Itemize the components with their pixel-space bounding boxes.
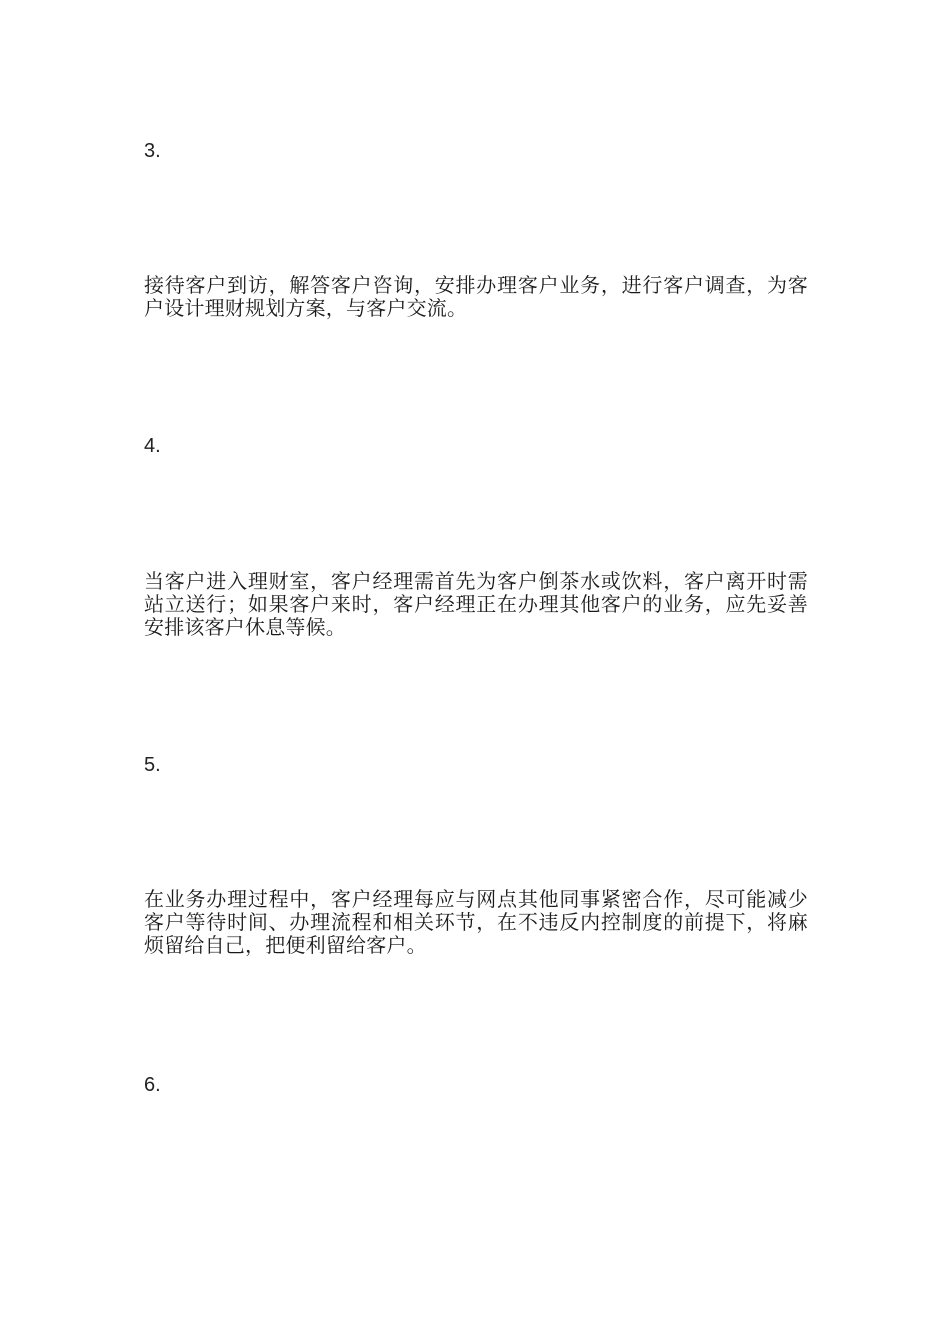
item-paragraph-4: 当客户进入理财室，客户经理需首先为客户倒茶水或饮料，客户离开时需站立送行；如果客户来时，客户经理正在办理其他客户的业务，应先妥善安排该客户休息等候。 xyxy=(144,569,808,639)
item-number-5: 5. xyxy=(144,754,161,776)
item-number-4: 4. xyxy=(144,435,161,457)
item-paragraph-5: 在业务办理过程中，客户经理每应与网点其他同事紧密合作，尽可能减少客户等待时间、办理流程和相关环节，在不违反内控制度的前提下，将麻烦留给自己，把便利留给客户。 xyxy=(144,887,808,957)
item-number-3: 3. xyxy=(144,140,161,162)
item-paragraph-3: 接待客户到访，解答客户咨询，安排办理客户业务，进行客户调查，为客户设计理财规划方案，与客户交流。 xyxy=(144,273,808,320)
item-number-6: 6. xyxy=(144,1074,161,1096)
